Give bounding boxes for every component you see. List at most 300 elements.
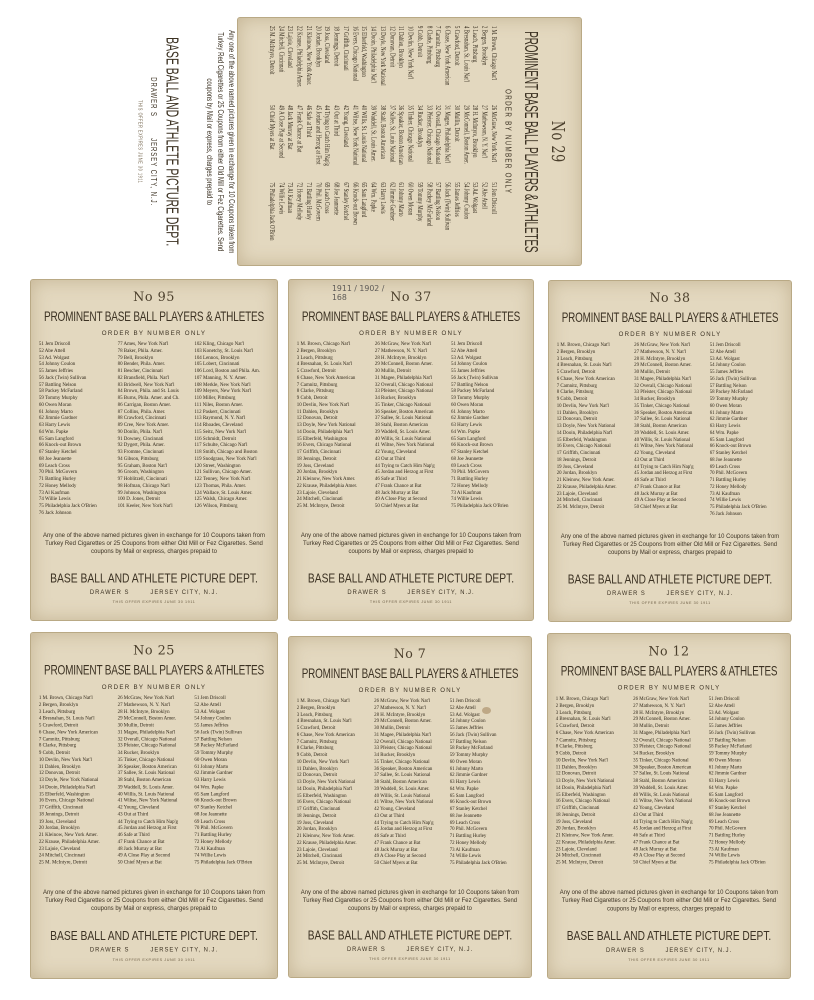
list-item: 6 Chase, New York American [555,729,614,736]
list-item: 114 Rhoades, Cleveland [194,422,243,428]
order-note: ORDER BY NUMBER ONLY [101,330,207,337]
list-item: 19 Joss, Cleveland [38,818,76,825]
list-item: 30 Mullin, Detroit [374,725,410,731]
list-item: 32 Overall, Chicago National [117,736,177,743]
list-item: 66 Knock-out Brown [350,182,359,225]
dept-name: BASE BALL AND ATHLETE PICTURE DEPT. [307,928,513,944]
list-item: 2 Bergen, Brooklyn [555,702,595,709]
list-item: 50 Chief Myers at Bat [374,503,419,509]
list-item: 62 Jimmie Gardner [38,415,78,422]
list-item: 76 Jack Johnson [709,510,742,517]
list-item: 47 Frank Chance at Bat [634,483,681,490]
list-item: 57 Battling Nelson [708,736,746,743]
list-item: 38 Stahl, Boston American [634,423,687,429]
list-item: 10 Devlin, New York Nat'l [38,756,92,763]
list-item: 16 Evers, Chicago National [296,799,351,806]
list-item: 26 McGraw, New York Nat'l [633,695,690,702]
list-item: 74 Willie Lewis [451,496,483,503]
list-item: 52 Abe Attell [449,704,476,711]
list-item: 12 Donovan, Detroit [296,772,338,779]
card-no-29 [137,17,582,266]
list-item: 45 Jordan and Herzog at First [117,825,177,832]
offer-text: Any one of the above named pictures given in exchange for 10 Coupons taken from Turkey Red Cigarettes or 25 Coupons from either Old Mill or Fez Cigarettes. Send coupons by Mail or express, charges prepaid to [204,30,236,254]
list-item: 6 Chase, New York American [38,729,98,736]
player-column [375,341,453,510]
list-item: 18 Jennings, Detroit [38,811,80,818]
list-item: 47 Frank Chance at Bat [374,482,422,489]
list-item: 22 Krause, Philadelphia Amer. [556,483,617,490]
list-item: 49 A Close Play at Second [634,497,686,504]
list-item: 22 Krause, Philadelphia Amer. [296,839,357,846]
list-item: 37 Sallee, St. Louis National [117,770,175,777]
list-item: 3 Leach, Pittsburg [470,25,479,63]
list-item: 91 Downey, Cincinnati [117,435,164,442]
list-item: 75 Philadelphia Jack O'Brien [708,859,766,866]
list-item: 5 Crawford, Detroit [38,722,79,729]
player-column [634,342,711,511]
list-item: 29 McConnell, Boston Amer. [633,716,691,723]
city-label: JERSEY CITY, N.J. [148,138,157,207]
list-item: 19 Joss, Cleveland [296,462,334,469]
list-item: 1 M. Brown, Chicago Nat'l [296,698,350,704]
list-item: 3 Leach, Pittsburg [296,354,333,361]
player-list [39,695,271,870]
list-item: 53 Ad. Wolgast [470,182,479,214]
list-item: 20 Jordan, Brooklyn [296,826,337,833]
list-item: 3 Leach, Pittsburg [555,709,592,716]
list-item: 58 Packey McFarland [38,388,83,395]
list-item: 6 Chase, New York American [442,25,452,86]
list-item: 27 Mathewson, N. Y. Nat'l [374,704,426,711]
list-item: 43 Out at Third [374,455,406,462]
card-no-38 [548,280,792,622]
list-item: 55 James Jeffries [194,722,229,729]
list-item: 31 Magee, Philadelphia Nat'l [117,729,176,736]
list-item: 31 Magee, Philadelphia Nat'l [634,375,691,382]
list-item: 27 Mathewson, N. Y. Nat'l [633,702,685,709]
list-item: 1 M. Brown, Chicago Nat'l [296,341,351,347]
list-item: 59 Tommy Murphy [38,395,78,401]
list-item: 98 Hofman, Chicago Nat'l [117,482,170,489]
list-item: 52 Abe Attell [194,701,221,708]
list-item: 28 H. McIntyre, Brooklyn [117,708,170,715]
list-item: 27 Mathewson, N. Y. Nat'l [479,105,489,159]
player-column [266,105,497,184]
list-item: 59 Tommy Murphy [415,182,424,222]
list-item: 48 Jack Murray at Bat [374,489,419,496]
list-item: 54 Johnny Coulon [194,715,231,722]
list-item: 41 Wiltse, New York National [350,105,359,166]
list-item: 38 Stahl, Boston American [117,777,172,784]
list-item: 65 Sam Langford [194,790,230,797]
list-item: 14 Dooin, Philadelphia Nat'l [296,428,353,435]
list-item: 65 Sam Langford [38,435,74,442]
list-item: 51 Jem Driscoll [449,698,481,704]
list-item: 60 Owen Moran [709,402,742,409]
list-item: 45 Jordan and Herzog at First [374,469,434,476]
list-item: 109 Meyers, New York Nat'l [194,388,252,395]
list-item: 25 M. McIntyre, Detroit [267,25,276,75]
list-item: 56 Jack (Twin) Sullivan [709,375,757,382]
list-item: 75 Philadelphia Jack O'Brien [451,503,509,509]
list-item: 68 Joe Jeannette [709,456,742,463]
list-item: 84 Brown, Phila. and St. Louis [117,388,179,395]
list-item: 18 Jennings, Detroit [556,456,597,463]
card-no-25 [30,632,278,979]
list-item: 43 Out at Third [634,456,665,463]
list-item: 61 Johnny Marto [396,182,405,217]
player-column [297,341,375,510]
list-item: 10 Devlin, New York Nat'l [296,758,349,765]
list-item: 65 Sam Langford [709,436,744,443]
card-no-37 [288,279,534,621]
list-item: 45 Jordan and Herzog at First [313,105,322,165]
card-no-7 [288,636,532,978]
list-item: 74 Willie Lewis [276,182,285,215]
list-item: 19 Joss, Cleveland [296,819,334,826]
list-item: 34 Rucker, Brooklyn [374,395,417,401]
list-item: 112 Paskert, Cincinnati [194,408,241,415]
list-item: 2 Bergen, Brooklyn [38,701,79,708]
list-item: 40 Willis, St. Louis National [359,105,368,163]
city-label: JERSEY CITY, N.J. [150,947,219,954]
list-item: 35 Tinker, Chicago National [374,758,430,765]
player-column [374,698,451,867]
list-item: 69 Leach Cross [38,462,70,469]
list-item: 32 Overall, Chicago National [633,736,691,743]
list-item: 70 Phil. McGovern [708,825,747,832]
list-item: 54 Johnny Coulon [451,361,488,368]
list-item: 75 Philadelphia Jack O'Brien [194,859,253,866]
list-item: 55 James Jeffries [452,182,461,217]
list-item: 9 Cobb, Detroit [415,25,424,58]
list-item: 10 Devlin, New York Nat'l [405,25,415,80]
list-item: 113 Raymond, N. Y. Nat'l [194,415,246,422]
player-column [451,341,529,510]
list-item: 66 Knock-out Brown [451,442,493,449]
list-item: 74 Willie Lewis [38,496,71,503]
list-item: 28 H. McIntyre, Brooklyn [374,711,426,718]
list-item: 66 Knock-out Brown [709,443,752,450]
list-item: 69 Leach Cross [194,818,226,825]
list-item: 40 Willis, St. Louis National [634,436,691,443]
card-number: No 95 [133,290,175,305]
list-item: 75 Philadelphia Jack O'Brien [709,504,767,510]
list-item: 48 Jack Murray at Bat [285,105,294,150]
card-no-95 [30,279,278,621]
offer-text: Any one of the above named pictures given in exchange for 10 Coupons taken from Turkey Red Cigarettes or 25 Coupons from either Old Mill or Fez Cigarettes. Send coupons by Mail or express, charges prepaid to [42,888,266,913]
drawer-label: DRAWER S [606,591,646,597]
list-item: 26 McGraw, New York Nat'l [374,341,432,347]
list-item: 51 Jem Driscoll [489,182,498,214]
list-item: 115 Seitz, New York Nat'l [194,428,247,435]
list-item: 62 Jimmie Gardner [194,770,233,777]
list-item: 4 Bresnahan, St. Louis Nat'l [296,718,352,725]
list-item: 56 Jack (Twin) Sullivan [451,374,499,381]
list-item: 92 Dygert, Phila. Amer. [117,442,165,449]
list-item: 73 Al Kaufman [285,182,294,214]
list-item: 7 Camnitz, Pittsburg [296,738,337,745]
list-item: 13 Doyle, New York National [296,422,356,428]
list-item: 22 Krause, Philadelphia Amer. [38,838,100,845]
list-item: 7 Camnitz, Pittsburg [296,381,338,388]
list-item: 93 Fromme, Cincinnati [117,449,164,455]
list-item: 37 Sallee, St. Louis National [374,772,431,779]
list-item: 53 Ad. Wolgast [194,708,225,715]
list-item: 34 Rucker, Brooklyn [634,396,676,402]
list-item: 30 Mullin, Detroit [117,722,154,729]
list-item: 50 Chief Myers at Bat [374,860,418,866]
list-item: 57 Battling Nelson [449,738,487,745]
list-item: 73 Al Kaufman [709,490,740,497]
list-item: 60 Owen Moran [449,758,482,765]
list-item: 107 Manning, N. Y. Amer. [194,374,247,381]
address [549,591,791,597]
list-item: 125 Walsh, Chicago Amer. [194,496,248,503]
address [289,947,531,953]
list-item: 61 Johnny Marto [709,409,744,416]
list-item: 67 Stanley Ketchel [451,449,489,455]
list-item: 82 Bransfield, Phila. Nat'l [117,374,170,381]
list-item: 69 Leach Cross [322,182,331,214]
list-item: 110 Miller, Pittsburg [194,395,236,401]
list-item: 16 Evers, Chicago National [555,798,610,805]
list-item: 22 Krause, Philadelphia Amer. [555,839,616,846]
list-item: 9 Cobb, Detroit [38,749,70,756]
list-item: 36 Speaker, Boston American [634,409,693,416]
list-item: 15 Elberfeld, Washington [296,792,347,799]
list-item: 10 Devlin, New York Nat'l [555,757,608,764]
list-item: 5 Crawford, Detroit [555,723,595,730]
list-item: 53 Ad. Wolgast [709,355,740,362]
list-item: 56 Jack (Twin) Sullivan [442,182,452,231]
dept-name: BASE BALL AND ATHLETE PICTURE DEPT. [50,571,258,587]
expiry-note: THIS OFFER EXPIRES JUNE 30 1911 [112,957,196,962]
list-item: 12 Donovan, Detroit [555,770,597,777]
list-item: 18 Jennings, Detroit [555,811,596,818]
expiry-note: THIS OFFER EXPIRES JUNE 30 1911 [369,600,453,604]
player-column [118,695,197,866]
list-item: 36 Speaker, Boston American [633,764,692,771]
list-item: 71 Battling Hurley [304,182,313,220]
player-column [556,696,633,867]
list-item: 22 Krause, Philadelphia Amer. [296,482,358,489]
player-column [297,698,374,867]
list-item: 27 Mathewson, N. Y. Nat'l [374,347,428,354]
list-item: 23 Lajoie, Cleveland [38,845,81,852]
list-item: 62 Jimmie Gardner [449,772,488,779]
list-item: 58 Packey McFarland [449,745,493,752]
list-item: 38 Stahl, Boston American [378,105,387,159]
list-item: 30 Mullin, Detroit [452,105,461,142]
list-item: 15 Elberfeld, Washington [359,25,368,77]
list-item: 21 Kleinow, New York Amer. [555,832,614,839]
card-title: PROMINENT BASE BALL PLAYERS & ATHLETES [43,310,265,325]
list-item: 51 Jem Driscoll [709,342,741,348]
list-item: 4 Bresnahan, St. Louis Nat'l [296,361,353,368]
list-item: 72 Honey Mellody [295,182,304,221]
list-item: 46 Safe at Third [374,833,406,839]
list-item: 13 Doyle, New York National [38,777,99,784]
drawer-label: DRAWER S [148,77,157,117]
list-item: 43 Out at Third [332,105,341,136]
list-item: 21 Kleinow, New York Amer. [296,476,356,482]
list-item: 11 Dahlen, Brooklyn [555,764,597,771]
list-item: 6 Chase, New York American [296,374,356,381]
player-column [633,696,710,867]
list-item: 15 Elberfeld, Washington [296,435,348,442]
list-item: 5 Crawford, Detroit [296,368,336,374]
list-item: 31 Magee, Philadelphia Nat'l [633,729,690,736]
card-title: PROMINENT BASE BALL PLAYERS & ATHLETES [301,310,521,325]
card-title: PROMINENT BASE BALL PLAYERS & ATHLETES [301,667,519,682]
drawer-label: DRAWER S [347,590,387,596]
list-item: 12 Donovan, Detroit [556,416,598,423]
list-item: 104 Lennox, Brooklyn [194,354,240,361]
list-item: 49 A Close Play at Second [276,105,285,159]
list-item: 71 Battling Hurley [708,832,746,839]
list-item: 35 Tinker, Chicago National [117,756,174,763]
list-item: 46 Safe at Third [634,477,666,483]
drawer-label: DRAWER S [346,947,386,953]
list-item: 28 H. McIntyre, Brooklyn [634,355,686,362]
address [31,590,277,596]
list-item: 15 Elberfeld, Washington [556,436,607,443]
list-item: 7 Camnitz, Pittsburg [38,736,80,743]
list-item: 5 Crawford, Detroit [296,725,336,731]
card-number: No 12 [648,644,690,660]
list-item: 30 Mullin, Detroit [634,369,670,375]
list-item: 14 Dooin, Philadelphia Nat'l [296,785,353,792]
list-item: 10 Devlin, New York Nat'l [296,401,350,408]
list-item: 69 Leach Cross [449,819,481,826]
list-item: 28 H. McIntyre, Brooklyn [374,354,427,361]
list-item: 61 Johnny Marto [38,408,73,415]
list-item: 63 Harry Lewis [708,777,740,784]
list-item: 117 Schulte, Chicago Nat'l [194,442,248,449]
list-item: 48 Jack Murray at Bat [374,846,418,853]
list-item: 61 Johnny Marto [449,765,484,772]
list-item: 86 Carrigan, Boston Amer. [117,401,171,408]
list-item: 33 Pfeister, Chicago National [117,742,177,749]
list-item: 8 Clarke, Pittsburg [555,743,593,750]
list-item: 70 Phil. McGovern [451,469,489,476]
list-item: 75 Philadelphia Jack O'Brien [38,503,97,509]
list-item: 67 Stanley Ketchel [708,805,746,812]
list-item: 11 Dahlen, Brooklyn [38,763,81,770]
list-item: 39 Waddell, St. Louis Amer. [633,784,689,791]
list-item: 79 Bell, Brooklyn [117,354,154,361]
list-item: 70 Phil. McGovern [709,470,748,477]
list-item: 55 James Jeffries [708,723,743,730]
list-item: 17 Griffith, Cincinnati [38,804,84,811]
list-item: 62 Jimmie Gardner [709,416,748,423]
list-item: 40 Willis, St. Louis National [374,435,432,442]
list-item: 120 Street, Washington [194,462,241,469]
list-item: 32 Overall, Chicago National [433,105,442,164]
list-item: 23 Lajoie, Cleveland [296,489,338,496]
list-item: 66 Knock-out Brown [194,797,237,804]
list-item: 12 Donovan, Detroit [296,415,338,422]
list-item: 23 Lajoie, Cleveland [285,25,294,68]
player-list [297,698,525,870]
list-item: 47 Frank Chance at Bat [117,838,165,845]
player-column [450,698,527,867]
list-item: 50 Chief Myers at Bat [633,859,677,866]
card-no-12 [547,633,791,979]
list-item: 26 McGraw, New York Nat'l [489,105,498,163]
list-item: 48 Jack Murray at Bat [117,845,162,852]
list-item: 9 Cobb, Detroit [556,396,588,402]
list-item: 11 Dahlen, Brooklyn [296,408,339,415]
order-note: ORDER BY NUMBER ONLY [358,687,462,694]
list-item: 90 Donlin, Phila. Nat'l [117,428,163,435]
list-item: 56 Jack (Twin) Sullivan [194,729,242,736]
list-item: 2 Bergen, Brooklyn [479,25,489,66]
list-item: 100 D. Jones, Detroit [117,496,160,503]
list-item: 70 Phil. McGovern [449,826,488,833]
list-item: 96 Groom, Washington [117,469,164,476]
list-item: 54 Johnny Coulon [709,362,746,369]
list-item: 42 Young, Cleveland [341,105,350,148]
list-item: 8 Clarke, Pittsburg [296,388,334,395]
pencil-notation: 1911 / 1902 / 168 [331,284,385,302]
list-item: 20 Jordan, Brooklyn [313,25,322,67]
list-item: 51 Jem Driscoll [451,341,483,347]
list-item: 4 Bresnahan, St. Louis Nat'l [555,716,611,723]
city-label: JERSEY CITY, N.J. [666,591,734,597]
list-item: 67 Stanley Ketchel [449,806,487,812]
list-item: 57 Battling Nelson [709,382,747,389]
list-item: 13 Doyle, New York National [555,777,615,784]
list-item: 2 Bergen, Brooklyn [556,348,596,355]
list-item: 46 Safe at Third [117,831,150,839]
list-item: 46 Safe at Third [304,105,313,138]
player-column [557,342,634,511]
list-item: 66 Knock-out Brown [38,442,82,449]
list-item: 11 Dahlen, Brooklyn [296,765,338,772]
list-item: 35 Tinker, Chicago National [634,402,690,409]
player-list [38,341,271,516]
list-item: 9 Cobb, Detroit [296,395,328,401]
list-item: 7 Camnitz, Pittsburg [433,25,442,68]
list-item: 50 Chief Myers at Bat [267,105,276,150]
city-label: JERSEY CITY, N.J. [665,947,733,954]
list-item: 89 Cree, New York Amer. [117,422,170,428]
list-item: 72 Honey Mellody [451,482,489,489]
list-item: 62 Jimmie Gardner [708,770,747,777]
card-title: PROMINENT BASE BALL PLAYERS & ATHLETES [561,311,779,326]
list-item: 55 James Jeffries [709,369,744,375]
drawer-label: DRAWER S [89,947,130,954]
list-item: 47 Frank Chance at Bat [374,839,421,846]
list-item: 60 Owen Moran [38,401,72,408]
list-item: 23 Lajoie, Cleveland [296,846,338,853]
list-item: 28 H. McIntyre, Brooklyn [633,709,685,716]
dept-name: BASE BALL AND ATHLETE PICTURE DEPT. [567,572,773,588]
list-item: 124 Wallace, St. Louis Amer. [194,489,253,496]
player-column [118,341,197,510]
card-number: No 37 [390,290,432,305]
list-item: 59 Tommy Murphy [194,749,234,756]
offer-text: Any one of the above named pictures given in exchange for 10 Coupons taken from Turkey Red Cigarettes or 25 Coupons from either Old Mill or Fez Cigarettes. Send coupons by Mail or express, charges prepaid to [559,889,779,913]
list-item: 121 Sullivan, Chicago Amer. [194,469,252,476]
list-item: 33 Pfeister, Chicago National [374,388,433,395]
list-item: 103 Konetchy, St. Louis Nat'l [194,347,254,354]
list-item: 101 Keeler, New York Nat'l [117,503,173,509]
list-item: 73 Al Kaufman [38,489,70,496]
list-item: 35 Tinker, Chicago National [405,105,415,162]
